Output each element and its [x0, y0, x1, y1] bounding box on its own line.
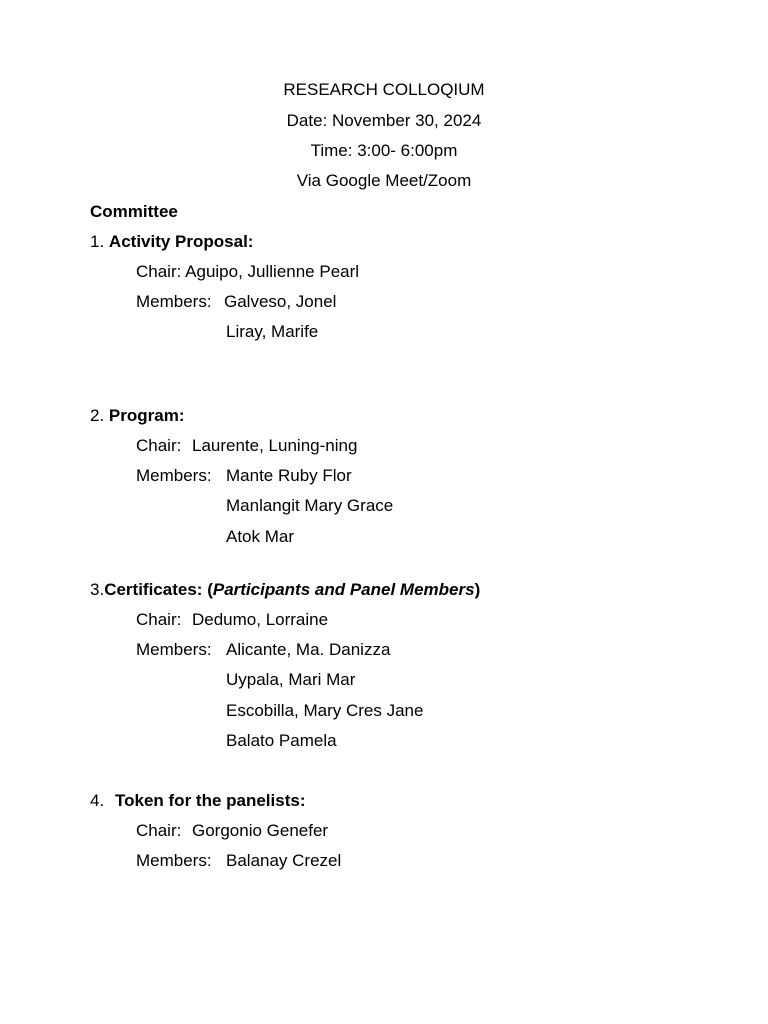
- member-name: Escobilla, Mary Cres Jane: [226, 701, 424, 720]
- member-name: Alicante, Ma. Danizza: [226, 640, 391, 659]
- section-number: 2.: [90, 406, 105, 425]
- chair-name: Aguipo, Jullienne Pearl: [185, 262, 360, 281]
- section-number: 3.: [90, 580, 105, 599]
- member-name: Manlangit Mary Grace: [226, 496, 394, 515]
- committee-heading: Committee: [90, 202, 178, 221]
- members-label: Members:: [136, 640, 212, 659]
- document-title: RESEARCH COLLOQIUM: [283, 80, 485, 99]
- chair-name: Gorgonio Genefer: [192, 821, 329, 840]
- chair-name: Laurente, Luning-ning: [192, 436, 358, 455]
- member-name: Galveso, Jonel: [224, 292, 337, 311]
- member-name: Balato Pamela: [226, 731, 337, 750]
- member-name: Uypala, Mari Mar: [226, 670, 356, 689]
- members-label: Members:: [136, 466, 212, 485]
- event-date: Date: November 30, 2024: [286, 111, 482, 130]
- chair-label: Chair:: [136, 610, 182, 629]
- section-heading: 3.Certificates: (Participants and Panel Members): [90, 580, 481, 599]
- chair-line: [136, 262, 359, 282]
- member-name: Mante Ruby Flor: [226, 466, 352, 485]
- section-heading: [90, 406, 185, 426]
- section-subtitle: Participants and Panel Members: [212, 580, 475, 599]
- section-title: Token for the panelists:: [115, 791, 306, 810]
- section-title: Program:: [108, 406, 185, 425]
- member-name: Balanay Crezel: [226, 851, 342, 870]
- chair-name: Dedumo, Lorraine: [192, 610, 329, 629]
- section-title: Activity Proposal:: [108, 232, 254, 251]
- section-number: 4.: [90, 791, 105, 810]
- members-label: Members:: [136, 851, 212, 870]
- section-heading: [90, 232, 253, 252]
- members-label: Members:: [136, 292, 212, 311]
- chair-label: Chair:: [136, 436, 182, 455]
- event-time: Time: 3:00- 6:00pm: [310, 141, 458, 160]
- section-title: Certificates:: [104, 580, 203, 599]
- member-name: Liray, Marife: [226, 322, 319, 341]
- chair-label: Chair:: [136, 262, 182, 281]
- chair-label: Chair:: [136, 821, 182, 840]
- event-venue: Via Google Meet/Zoom: [296, 171, 472, 190]
- member-name: Atok Mar: [226, 527, 295, 546]
- section-number: 1.: [90, 232, 105, 251]
